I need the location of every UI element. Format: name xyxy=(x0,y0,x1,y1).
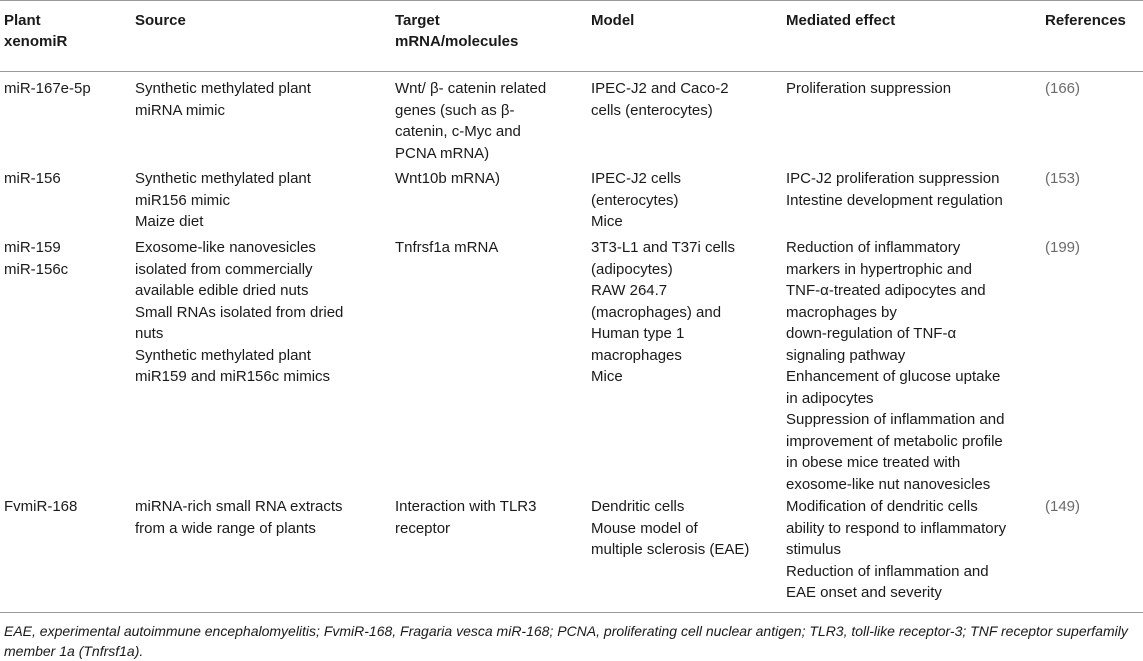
header-target xyxy=(395,10,518,52)
footnote-line: member 1a (Tnfrsf1a). xyxy=(4,643,144,659)
cell-line: signaling pathway xyxy=(786,346,906,364)
footnote-line: EAE, experimental autoimmune encephalomyelitis; FvmiR-168, Fragaria vesca miR-168; PCNA, proliferating cell nuclear antigen; TLR3, toll-like receptor-3; TNF receptor superfamily xyxy=(4,623,1128,639)
cell-line: Tnfrsf1a mRNA xyxy=(395,239,499,256)
header-line: Plant xyxy=(4,12,41,29)
cell-line: (macrophages) and xyxy=(591,303,722,321)
row-1-source xyxy=(135,78,311,121)
row-1-target xyxy=(395,78,546,164)
row-1-xenomir xyxy=(4,78,91,100)
cell-line: down-regulation of TNF-α xyxy=(786,325,957,342)
cell-line: IPEC-J2 cells xyxy=(591,170,682,187)
row-3-reference[interactable] xyxy=(1045,237,1080,259)
row-1-effect xyxy=(786,78,951,100)
cell-line: Human type 1 xyxy=(591,325,685,342)
table-footnote xyxy=(4,621,1139,661)
row-4-reference[interactable] xyxy=(1045,496,1080,518)
row-3-target xyxy=(395,237,498,259)
cell-line: available edible dried nuts xyxy=(135,282,309,299)
cell-line: (adipocytes) xyxy=(591,260,673,278)
cell-line: in adipocytes xyxy=(786,389,874,407)
cell-line: stimulus xyxy=(786,541,842,558)
cell-line: from a wide range of plants xyxy=(135,519,316,537)
cell-line: Synthetic methylated plant xyxy=(135,170,311,187)
cell-line: Synthetic methylated plant xyxy=(135,80,311,97)
bottom-rule xyxy=(0,612,1143,613)
row-3-effect xyxy=(786,237,1004,495)
header-line: Mediated effect xyxy=(786,12,896,29)
reference-link[interactable]: (166) xyxy=(1045,80,1081,97)
cell-line: catenin, c-Myc and xyxy=(395,123,521,140)
row-2-target xyxy=(395,168,500,190)
cell-line: Modification of dendritic cells xyxy=(786,498,978,515)
cell-line: RAW 264.7 xyxy=(591,282,668,299)
row-2-source xyxy=(135,168,311,233)
cell-line: ability to respond to inflammatory xyxy=(786,519,1007,537)
row-2-model xyxy=(591,168,681,233)
cell-line: Small RNAs isolated from dried xyxy=(135,303,344,321)
header-line: Model xyxy=(591,12,635,29)
header-model xyxy=(591,10,634,31)
cell-line: Maize diet xyxy=(135,213,204,230)
top-rule xyxy=(0,0,1143,1)
row-4-model xyxy=(591,496,749,561)
header-line: xenomiR xyxy=(4,33,68,50)
reference-link[interactable]: (153) xyxy=(1045,170,1081,187)
cell-line: FvmiR-168 xyxy=(4,498,78,515)
cell-line: Wnt/ β- catenin related xyxy=(395,80,547,97)
cell-line: miR-159 xyxy=(4,239,61,256)
cell-line: miRNA mimic xyxy=(135,101,225,119)
cell-line: IPEC-J2 and Caco-2 xyxy=(591,80,729,97)
cell-line: improvement of metabolic profile xyxy=(786,432,1003,450)
cell-line: Intestine development regulation xyxy=(786,191,1003,209)
cell-line: Synthetic methylated plant xyxy=(135,346,311,364)
row-3-model xyxy=(591,237,735,388)
cell-line: genes (such as β- xyxy=(395,101,515,119)
cell-line: miR159 and miR156c mimics xyxy=(135,368,331,385)
reference-link[interactable]: (199) xyxy=(1045,239,1081,256)
cell-line: isolated from commercially xyxy=(135,260,313,278)
cell-line: in obese mice treated with xyxy=(786,454,961,471)
cell-line: TNF-α-treated adipocytes and xyxy=(786,282,986,299)
cell-line: Enhancement of glucose uptake xyxy=(786,368,1001,385)
cell-line: Mouse model of xyxy=(591,519,698,537)
cell-line: miRNA-rich small RNA extracts xyxy=(135,498,343,515)
cell-line: multiple sclerosis (EAE) xyxy=(591,541,750,558)
header-source xyxy=(135,10,186,31)
cell-line: miR-167e-5p xyxy=(4,80,91,97)
header-effect xyxy=(786,10,895,31)
cell-line: (enterocytes) xyxy=(591,191,679,209)
cell-line: nuts xyxy=(135,325,164,342)
cell-line: miR156 mimic xyxy=(135,191,231,209)
header-references xyxy=(1045,10,1126,31)
row-4-source xyxy=(135,496,343,539)
cell-line: Reduction of inflammatory xyxy=(786,239,961,256)
row-4-effect xyxy=(786,496,1006,604)
cell-line: receptor xyxy=(395,519,451,537)
cell-line: 3T3-L1 and T37i cells xyxy=(591,239,735,256)
row-2-xenomir xyxy=(4,168,61,190)
header-line: Source xyxy=(135,12,186,29)
cell-line: Reduction of inflammation and xyxy=(786,562,989,580)
cell-line: miR-156c xyxy=(4,260,69,278)
cell-line: Suppression of inflammation and xyxy=(786,411,1005,428)
cell-line: Mice xyxy=(591,368,623,385)
row-2-reference[interactable] xyxy=(1045,168,1080,190)
cell-line: IPC-J2 proliferation suppression xyxy=(786,170,1000,187)
row-1-model xyxy=(591,78,729,121)
row-2-effect xyxy=(786,168,1003,211)
cell-line: Mice xyxy=(591,213,623,230)
row-4-xenomir xyxy=(4,496,77,518)
cell-line: Wnt10b mRNA) xyxy=(395,170,501,187)
cell-line: Dendritic cells xyxy=(591,498,685,515)
cell-line: exosome-like nut nanovesicles xyxy=(786,475,991,493)
row-1-reference[interactable] xyxy=(1045,78,1080,100)
reference-link[interactable]: (149) xyxy=(1045,498,1081,515)
header-xenomir xyxy=(4,10,67,52)
header-line: Target xyxy=(395,12,440,29)
row-3-xenomir xyxy=(4,237,68,280)
header-rule xyxy=(0,71,1143,72)
header-line: mRNA/molecules xyxy=(395,33,519,50)
header-line: References xyxy=(1045,12,1126,29)
cell-line: miR-156 xyxy=(4,170,61,187)
cell-line: macrophages xyxy=(591,346,682,364)
cell-line: PCNA mRNA) xyxy=(395,144,490,162)
cell-line: macrophages by xyxy=(786,303,897,321)
cell-line: markers in hypertrophic and xyxy=(786,260,972,278)
cell-line: EAE onset and severity xyxy=(786,584,942,601)
cell-line: cells (enterocytes) xyxy=(591,101,713,119)
cell-line: Proliferation suppression xyxy=(786,80,952,97)
cell-line: Interaction with TLR3 xyxy=(395,498,537,515)
row-3-source xyxy=(135,237,343,388)
row-4-target xyxy=(395,496,536,539)
cell-line: Exosome-like nanovesicles xyxy=(135,239,316,256)
